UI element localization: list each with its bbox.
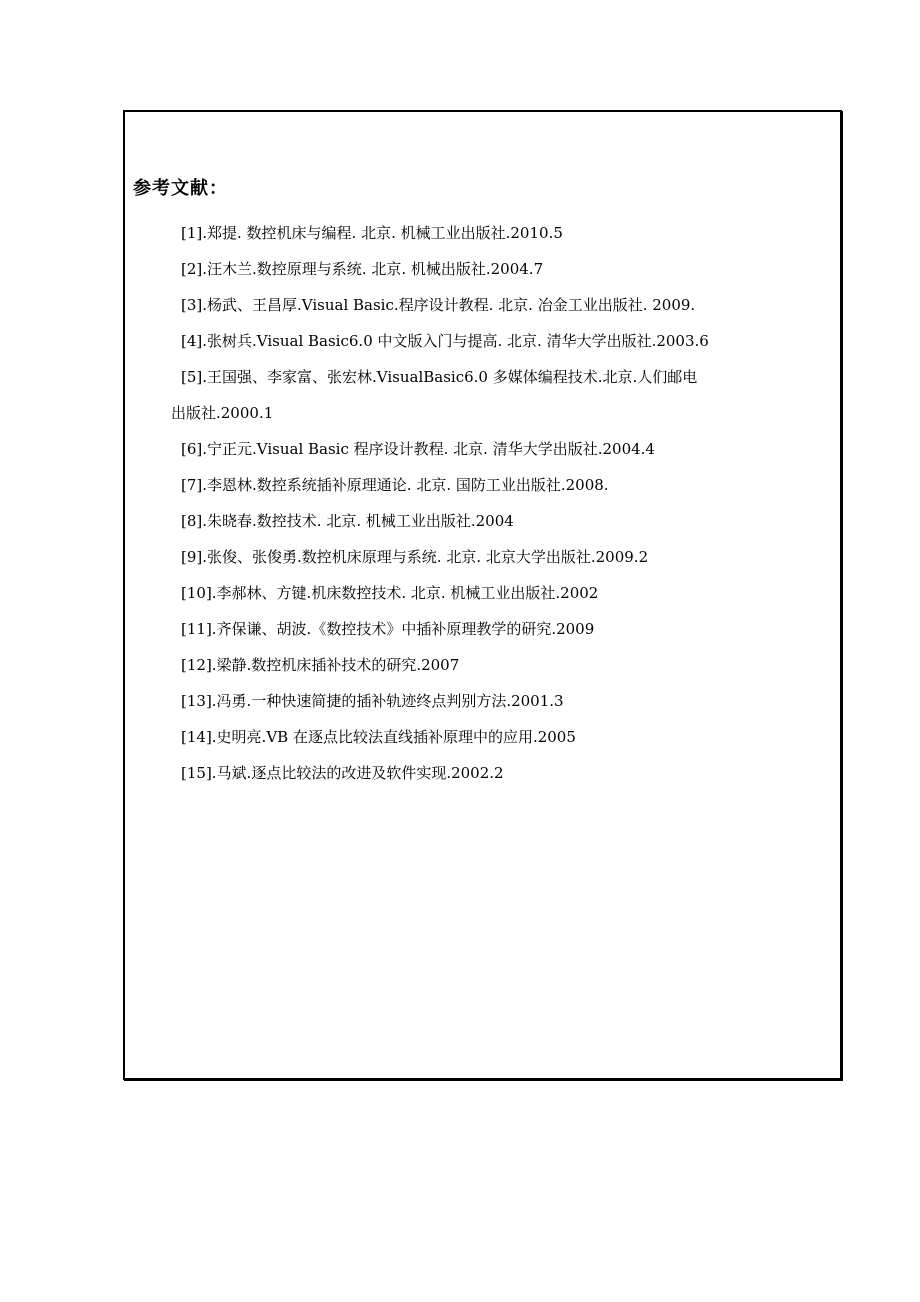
reference-item (125, 503, 840, 539)
reference-text: [2].汪木兰.数控原理与系统. 北京. 机械出版社.2004.7 (181, 260, 544, 278)
reference-text: [4].张树兵.Visual Basic6.0 中文版入门与提高. 北京. 清华大学出版社.2003.6 (181, 332, 709, 350)
reference-text: [10].李郝林、方键.机床数控技术. 北京. 机械工业出版社.2002 (181, 584, 599, 602)
reference-item (125, 359, 840, 431)
reference-item (125, 467, 840, 503)
reference-item (125, 287, 840, 323)
reference-item (125, 647, 840, 683)
reference-text-continuation: 出版社.2000.1 (171, 404, 274, 422)
reference-text: [9].张俊、张俊勇.数控机床原理与系统. 北京. 北京大学出版社.2009.2 (181, 548, 649, 566)
reference-text: [7].李恩林.数控系统插补原理通论. 北京. 国防工业出版社.2008. (181, 476, 609, 494)
reference-text: [12].梁静.数控机床插补技术的研究.2007 (181, 656, 460, 674)
reference-item (125, 323, 840, 359)
reference-text: [6].宁正元.Visual Basic 程序设计教程. 北京. 清华大学出版社.2004.4 (181, 440, 655, 458)
reference-text: [8].朱晓春.数控技术. 北京. 机械工业出版社.2004 (181, 512, 514, 530)
reference-item (125, 215, 840, 251)
reference-item (125, 719, 840, 755)
reference-item (125, 611, 840, 647)
reference-item (125, 755, 840, 791)
reference-text: [15].马斌.逐点比较法的改进及软件实现.2002.2 (181, 764, 504, 782)
references-frame (123, 110, 842, 1080)
reference-text: [5].王国强、李家富、张宏林.VisualBasic6.0 多媒体编程技术.北京.人们邮电 (181, 368, 698, 386)
reference-text: [1].郑提. 数控机床与编程. 北京. 机械工业出版社.2010.5 (181, 224, 563, 242)
reference-text: [13].冯勇.一种快速简捷的插补轨迹终点判别方法.2001.3 (181, 692, 564, 710)
reference-list (125, 215, 840, 791)
reference-text: [11].齐保谦、胡波.《数控技术》中插补原理教学的研究.2009 (181, 620, 595, 638)
reference-text: [3].杨武、王昌厚.Visual Basic.程序设计教程. 北京. 冶金工业出版社. 2009. (181, 296, 696, 314)
reference-text: [14].史明亮.VB 在逐点比较法直线插补原理中的应用.2005 (181, 728, 576, 746)
reference-item (125, 251, 840, 287)
reference-item (125, 431, 840, 467)
reference-item (125, 539, 840, 575)
reference-item (125, 683, 840, 719)
references-heading: 参考文献： (133, 178, 228, 199)
reference-item (125, 575, 840, 611)
